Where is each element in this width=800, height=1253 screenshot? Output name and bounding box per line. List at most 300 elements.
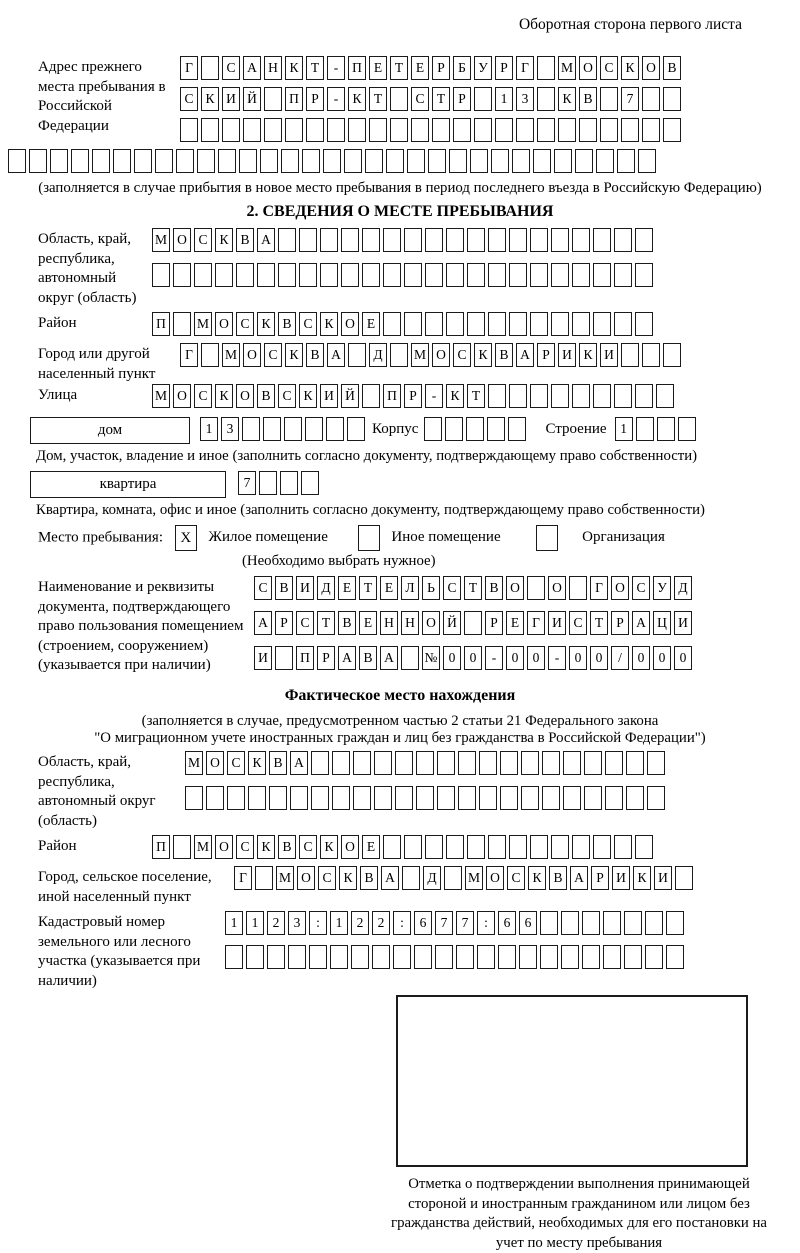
char-cell[interactable] xyxy=(551,263,569,287)
char-cell[interactable] xyxy=(464,611,482,635)
char-cell[interactable]: К xyxy=(285,56,303,80)
char-cell[interactable]: 0 xyxy=(653,646,671,670)
char-cell[interactable]: Р xyxy=(611,611,629,635)
char-cell[interactable]: И xyxy=(674,611,692,635)
char-cell[interactable] xyxy=(390,87,408,111)
char-cell[interactable]: Р xyxy=(317,646,335,670)
char-cell[interactable]: Г xyxy=(516,56,534,80)
char-cell[interactable]: - xyxy=(327,56,345,80)
char-cell[interactable]: Т xyxy=(590,611,608,635)
char-cell[interactable]: 2 xyxy=(351,911,369,935)
char-cell[interactable] xyxy=(275,646,293,670)
char-cell[interactable] xyxy=(509,835,527,859)
char-cell[interactable] xyxy=(285,118,303,142)
char-cell[interactable] xyxy=(290,786,308,810)
char-cell[interactable] xyxy=(404,312,422,336)
char-cell[interactable] xyxy=(278,263,296,287)
char-cell[interactable] xyxy=(584,786,602,810)
char-cell[interactable]: Ц xyxy=(653,611,671,635)
char-cell[interactable]: В xyxy=(359,646,377,670)
char-cell[interactable] xyxy=(530,263,548,287)
char-cell[interactable] xyxy=(404,263,422,287)
char-cell[interactable]: О xyxy=(206,751,224,775)
char-cell[interactable] xyxy=(194,263,212,287)
char-cell[interactable]: А xyxy=(254,611,272,635)
char-cell[interactable]: 7 xyxy=(456,911,474,935)
char-cell[interactable]: - xyxy=(327,87,345,111)
char-cell[interactable]: К xyxy=(299,384,317,408)
char-cell[interactable]: Д xyxy=(317,576,335,600)
prev-address-row-1[interactable] xyxy=(180,56,684,83)
char-cell[interactable] xyxy=(264,118,282,142)
char-cell[interactable] xyxy=(259,471,277,495)
char-cell[interactable]: К xyxy=(579,343,597,367)
char-cell[interactable]: Т xyxy=(369,87,387,111)
char-cell[interactable] xyxy=(437,751,455,775)
char-cell[interactable] xyxy=(540,911,558,935)
char-cell[interactable] xyxy=(305,417,323,441)
char-cell[interactable]: 0 xyxy=(674,646,692,670)
document-row-2[interactable] xyxy=(254,611,695,638)
char-cell[interactable] xyxy=(227,786,245,810)
char-cell[interactable] xyxy=(645,911,663,935)
char-cell[interactable] xyxy=(540,945,558,969)
char-cell[interactable]: Т xyxy=(359,576,377,600)
char-cell[interactable]: А xyxy=(290,751,308,775)
char-cell[interactable] xyxy=(488,835,506,859)
char-cell[interactable]: 6 xyxy=(519,911,537,935)
char-cell[interactable] xyxy=(288,945,306,969)
char-cell[interactable] xyxy=(362,384,380,408)
char-cell[interactable] xyxy=(362,228,380,252)
char-cell[interactable] xyxy=(551,835,569,859)
char-cell[interactable]: С xyxy=(443,576,461,600)
char-cell[interactable] xyxy=(446,835,464,859)
char-cell[interactable] xyxy=(470,149,488,173)
gorod-row[interactable] xyxy=(180,343,684,370)
char-cell[interactable]: 3 xyxy=(288,911,306,935)
char-cell[interactable]: 3 xyxy=(221,417,239,441)
char-cell[interactable] xyxy=(351,945,369,969)
char-cell[interactable] xyxy=(509,263,527,287)
char-cell[interactable] xyxy=(425,312,443,336)
char-cell[interactable] xyxy=(374,751,392,775)
char-cell[interactable] xyxy=(635,263,653,287)
char-cell[interactable] xyxy=(445,417,463,441)
char-cell[interactable]: 0 xyxy=(464,646,482,670)
char-cell[interactable] xyxy=(500,751,518,775)
char-cell[interactable]: И xyxy=(558,343,576,367)
char-cell[interactable] xyxy=(348,343,366,367)
char-cell[interactable]: О xyxy=(173,228,191,252)
char-cell[interactable] xyxy=(341,263,359,287)
char-cell[interactable] xyxy=(614,384,632,408)
char-cell[interactable] xyxy=(636,417,654,441)
char-cell[interactable]: А xyxy=(516,343,534,367)
char-cell[interactable] xyxy=(365,149,383,173)
char-cell[interactable] xyxy=(218,149,236,173)
char-cell[interactable] xyxy=(624,945,642,969)
char-cell[interactable]: М xyxy=(276,866,294,890)
char-cell[interactable] xyxy=(614,835,632,859)
char-cell[interactable] xyxy=(600,118,618,142)
char-cell[interactable]: Р xyxy=(306,87,324,111)
char-cell[interactable] xyxy=(362,263,380,287)
char-cell[interactable] xyxy=(243,118,261,142)
char-cell[interactable] xyxy=(386,149,404,173)
fact-kadastr-row-2[interactable] xyxy=(225,945,687,972)
char-cell[interactable]: Т xyxy=(390,56,408,80)
char-cell[interactable] xyxy=(642,87,660,111)
char-cell[interactable]: О xyxy=(422,611,440,635)
char-cell[interactable] xyxy=(666,945,684,969)
char-cell[interactable]: О xyxy=(173,384,191,408)
char-cell[interactable]: М xyxy=(152,384,170,408)
char-cell[interactable]: А xyxy=(327,343,345,367)
char-cell[interactable]: Й xyxy=(443,611,461,635)
char-cell[interactable] xyxy=(435,945,453,969)
char-cell[interactable]: Д xyxy=(423,866,441,890)
char-cell[interactable]: М xyxy=(194,312,212,336)
char-cell[interactable]: П xyxy=(296,646,314,670)
char-cell[interactable]: 0 xyxy=(569,646,587,670)
char-cell[interactable]: Е xyxy=(411,56,429,80)
char-cell[interactable] xyxy=(453,118,471,142)
char-cell[interactable] xyxy=(593,384,611,408)
char-cell[interactable] xyxy=(467,835,485,859)
char-cell[interactable]: О xyxy=(506,576,524,600)
char-cell[interactable]: С xyxy=(632,576,650,600)
char-cell[interactable] xyxy=(533,149,551,173)
char-cell[interactable]: 0 xyxy=(632,646,650,670)
char-cell[interactable] xyxy=(327,118,345,142)
char-cell[interactable]: М xyxy=(152,228,170,252)
char-cell[interactable]: Е xyxy=(506,611,524,635)
char-cell[interactable]: С xyxy=(299,312,317,336)
char-cell[interactable] xyxy=(113,149,131,173)
char-cell[interactable] xyxy=(530,835,548,859)
char-cell[interactable]: 6 xyxy=(414,911,432,935)
char-cell[interactable] xyxy=(467,228,485,252)
char-cell[interactable] xyxy=(425,263,443,287)
fact-kadastr-row-1[interactable] xyxy=(225,911,687,938)
char-cell[interactable] xyxy=(446,312,464,336)
char-cell[interactable] xyxy=(542,751,560,775)
char-cell[interactable] xyxy=(264,87,282,111)
char-cell[interactable]: А xyxy=(381,866,399,890)
char-cell[interactable]: К xyxy=(248,751,266,775)
checkbox-inoe[interactable] xyxy=(358,525,380,551)
char-cell[interactable] xyxy=(558,118,576,142)
char-cell[interactable]: К xyxy=(621,56,639,80)
char-cell[interactable]: И xyxy=(222,87,240,111)
char-cell[interactable] xyxy=(299,228,317,252)
char-cell[interactable] xyxy=(551,228,569,252)
char-cell[interactable]: К xyxy=(257,835,275,859)
char-cell[interactable] xyxy=(617,149,635,173)
char-cell[interactable]: В xyxy=(663,56,681,80)
char-cell[interactable]: О xyxy=(215,312,233,336)
char-cell[interactable] xyxy=(269,786,287,810)
char-cell[interactable] xyxy=(425,835,443,859)
char-cell[interactable] xyxy=(509,228,527,252)
char-cell[interactable]: К xyxy=(201,87,219,111)
char-cell[interactable]: О xyxy=(611,576,629,600)
char-cell[interactable] xyxy=(508,417,526,441)
char-cell[interactable]: П xyxy=(152,312,170,336)
char-cell[interactable]: Т xyxy=(467,384,485,408)
char-cell[interactable] xyxy=(466,417,484,441)
char-cell[interactable] xyxy=(416,751,434,775)
char-cell[interactable] xyxy=(626,751,644,775)
fact-oblast-row-1[interactable] xyxy=(185,751,668,778)
char-cell[interactable] xyxy=(645,945,663,969)
fact-raion-row[interactable] xyxy=(152,835,656,862)
char-cell[interactable]: Е xyxy=(338,576,356,600)
char-cell[interactable] xyxy=(675,866,693,890)
char-cell[interactable]: С xyxy=(507,866,525,890)
char-cell[interactable]: Г xyxy=(527,611,545,635)
char-cell[interactable] xyxy=(332,786,350,810)
char-cell[interactable] xyxy=(488,312,506,336)
char-cell[interactable] xyxy=(330,945,348,969)
char-cell[interactable] xyxy=(554,149,572,173)
oblast-row-1[interactable] xyxy=(152,228,656,255)
char-cell[interactable] xyxy=(383,228,401,252)
char-cell[interactable] xyxy=(614,228,632,252)
char-cell[interactable]: С xyxy=(254,576,272,600)
char-cell[interactable] xyxy=(155,149,173,173)
char-cell[interactable]: К xyxy=(348,87,366,111)
char-cell[interactable] xyxy=(479,751,497,775)
char-cell[interactable]: А xyxy=(570,866,588,890)
ulitsa-row[interactable] xyxy=(152,384,677,411)
char-cell[interactable] xyxy=(530,384,548,408)
char-cell[interactable]: Р xyxy=(404,384,422,408)
char-cell[interactable]: В xyxy=(269,751,287,775)
char-cell[interactable] xyxy=(479,786,497,810)
char-cell[interactable]: В xyxy=(485,576,503,600)
char-cell[interactable]: Й xyxy=(341,384,359,408)
char-cell[interactable]: М xyxy=(194,835,212,859)
char-cell[interactable] xyxy=(404,228,422,252)
char-cell[interactable]: М xyxy=(222,343,240,367)
char-cell[interactable]: : xyxy=(393,911,411,935)
char-cell[interactable] xyxy=(563,786,581,810)
char-cell[interactable]: К xyxy=(257,312,275,336)
char-cell[interactable]: В xyxy=(236,228,254,252)
char-cell[interactable] xyxy=(8,149,26,173)
char-cell[interactable]: А xyxy=(257,228,275,252)
char-cell[interactable] xyxy=(572,312,590,336)
char-cell[interactable] xyxy=(563,751,581,775)
char-cell[interactable] xyxy=(572,835,590,859)
char-cell[interactable] xyxy=(614,312,632,336)
char-cell[interactable]: С xyxy=(296,611,314,635)
char-cell[interactable]: Р xyxy=(591,866,609,890)
char-cell[interactable]: Р xyxy=(275,611,293,635)
char-cell[interactable]: П xyxy=(348,56,366,80)
char-cell[interactable] xyxy=(407,149,425,173)
char-cell[interactable] xyxy=(521,751,539,775)
char-cell[interactable]: Е xyxy=(369,56,387,80)
char-cell[interactable] xyxy=(236,263,254,287)
char-cell[interactable]: Л xyxy=(401,576,419,600)
char-cell[interactable]: О xyxy=(341,835,359,859)
char-cell[interactable]: 3 xyxy=(516,87,534,111)
char-cell[interactable]: У xyxy=(653,576,671,600)
char-cell[interactable] xyxy=(424,417,442,441)
char-cell[interactable] xyxy=(537,56,555,80)
char-cell[interactable] xyxy=(600,87,618,111)
char-cell[interactable] xyxy=(444,866,462,890)
char-cell[interactable]: С xyxy=(600,56,618,80)
char-cell[interactable]: К xyxy=(320,835,338,859)
char-cell[interactable] xyxy=(263,417,281,441)
char-cell[interactable] xyxy=(624,911,642,935)
char-cell[interactable]: К xyxy=(285,343,303,367)
char-cell[interactable] xyxy=(383,835,401,859)
char-cell[interactable] xyxy=(197,149,215,173)
dom-cells[interactable] xyxy=(200,417,368,444)
char-cell[interactable]: К xyxy=(215,228,233,252)
char-cell[interactable] xyxy=(215,263,233,287)
char-cell[interactable]: Н xyxy=(264,56,282,80)
char-cell[interactable] xyxy=(596,149,614,173)
char-cell[interactable]: Б xyxy=(453,56,471,80)
kvartira-cells[interactable] xyxy=(238,471,322,498)
char-cell[interactable] xyxy=(248,786,266,810)
prev-address-row-2[interactable] xyxy=(180,87,684,114)
char-cell[interactable] xyxy=(311,751,329,775)
char-cell[interactable] xyxy=(395,786,413,810)
char-cell[interactable] xyxy=(284,417,302,441)
char-cell[interactable] xyxy=(666,911,684,935)
char-cell[interactable] xyxy=(593,228,611,252)
char-cell[interactable] xyxy=(488,263,506,287)
char-cell[interactable] xyxy=(341,228,359,252)
char-cell[interactable]: И xyxy=(254,646,272,670)
char-cell[interactable] xyxy=(642,343,660,367)
char-cell[interactable]: С xyxy=(411,87,429,111)
char-cell[interactable]: М xyxy=(411,343,429,367)
char-cell[interactable] xyxy=(425,228,443,252)
char-cell[interactable] xyxy=(446,228,464,252)
char-cell[interactable]: С xyxy=(194,228,212,252)
char-cell[interactable] xyxy=(446,263,464,287)
char-cell[interactable]: А xyxy=(338,646,356,670)
char-cell[interactable]: Р xyxy=(432,56,450,80)
char-cell[interactable] xyxy=(299,263,317,287)
char-cell[interactable] xyxy=(474,118,492,142)
char-cell[interactable]: И xyxy=(320,384,338,408)
char-cell[interactable]: В xyxy=(360,866,378,890)
char-cell[interactable]: В xyxy=(549,866,567,890)
char-cell[interactable]: Г xyxy=(590,576,608,600)
char-cell[interactable] xyxy=(353,751,371,775)
char-cell[interactable]: И xyxy=(600,343,618,367)
char-cell[interactable] xyxy=(509,312,527,336)
char-cell[interactable] xyxy=(383,312,401,336)
char-cell[interactable] xyxy=(428,149,446,173)
char-cell[interactable] xyxy=(242,417,260,441)
char-cell[interactable]: О xyxy=(215,835,233,859)
char-cell[interactable]: У xyxy=(474,56,492,80)
char-cell[interactable]: Р xyxy=(537,343,555,367)
char-cell[interactable]: 1 xyxy=(495,87,513,111)
char-cell[interactable] xyxy=(647,751,665,775)
char-cell[interactable] xyxy=(572,384,590,408)
char-cell[interactable]: О xyxy=(642,56,660,80)
char-cell[interactable] xyxy=(395,751,413,775)
char-cell[interactable]: О xyxy=(486,866,504,890)
char-cell[interactable]: И xyxy=(548,611,566,635)
char-cell[interactable] xyxy=(383,263,401,287)
char-cell[interactable] xyxy=(530,312,548,336)
char-cell[interactable] xyxy=(593,263,611,287)
char-cell[interactable] xyxy=(201,56,219,80)
char-cell[interactable]: Т xyxy=(306,56,324,80)
char-cell[interactable] xyxy=(635,228,653,252)
char-cell[interactable] xyxy=(281,149,299,173)
char-cell[interactable] xyxy=(302,149,320,173)
char-cell[interactable]: В xyxy=(306,343,324,367)
char-cell[interactable] xyxy=(173,312,191,336)
char-cell[interactable] xyxy=(467,263,485,287)
char-cell[interactable]: 1 xyxy=(246,911,264,935)
char-cell[interactable]: П xyxy=(285,87,303,111)
char-cell[interactable] xyxy=(656,384,674,408)
char-cell[interactable]: 1 xyxy=(330,911,348,935)
char-cell[interactable] xyxy=(267,945,285,969)
raion-row[interactable] xyxy=(152,312,656,339)
char-cell[interactable]: 0 xyxy=(443,646,461,670)
char-cell[interactable]: О xyxy=(243,343,261,367)
char-cell[interactable] xyxy=(432,118,450,142)
char-cell[interactable] xyxy=(561,911,579,935)
char-cell[interactable] xyxy=(488,384,506,408)
char-cell[interactable]: 1 xyxy=(615,417,633,441)
prev-address-row-4[interactable] xyxy=(0,149,800,176)
char-cell[interactable] xyxy=(521,786,539,810)
char-cell[interactable]: / xyxy=(611,646,629,670)
char-cell[interactable] xyxy=(347,417,365,441)
char-cell[interactable] xyxy=(605,786,623,810)
char-cell[interactable] xyxy=(603,911,621,935)
char-cell[interactable]: 0 xyxy=(527,646,545,670)
char-cell[interactable] xyxy=(575,149,593,173)
char-cell[interactable] xyxy=(390,343,408,367)
char-cell[interactable] xyxy=(635,384,653,408)
char-cell[interactable]: С xyxy=(180,87,198,111)
fact-gorod-row[interactable] xyxy=(234,866,696,893)
char-cell[interactable]: 7 xyxy=(621,87,639,111)
char-cell[interactable] xyxy=(173,263,191,287)
char-cell[interactable] xyxy=(173,835,191,859)
char-cell[interactable] xyxy=(185,786,203,810)
char-cell[interactable] xyxy=(353,786,371,810)
char-cell[interactable]: Г xyxy=(180,56,198,80)
char-cell[interactable] xyxy=(621,343,639,367)
char-cell[interactable] xyxy=(647,786,665,810)
char-cell[interactable]: : xyxy=(477,911,495,935)
char-cell[interactable] xyxy=(678,417,696,441)
char-cell[interactable] xyxy=(402,866,420,890)
char-cell[interactable]: Т xyxy=(464,576,482,600)
char-cell[interactable] xyxy=(255,866,273,890)
char-cell[interactable] xyxy=(582,911,600,935)
char-cell[interactable] xyxy=(542,786,560,810)
